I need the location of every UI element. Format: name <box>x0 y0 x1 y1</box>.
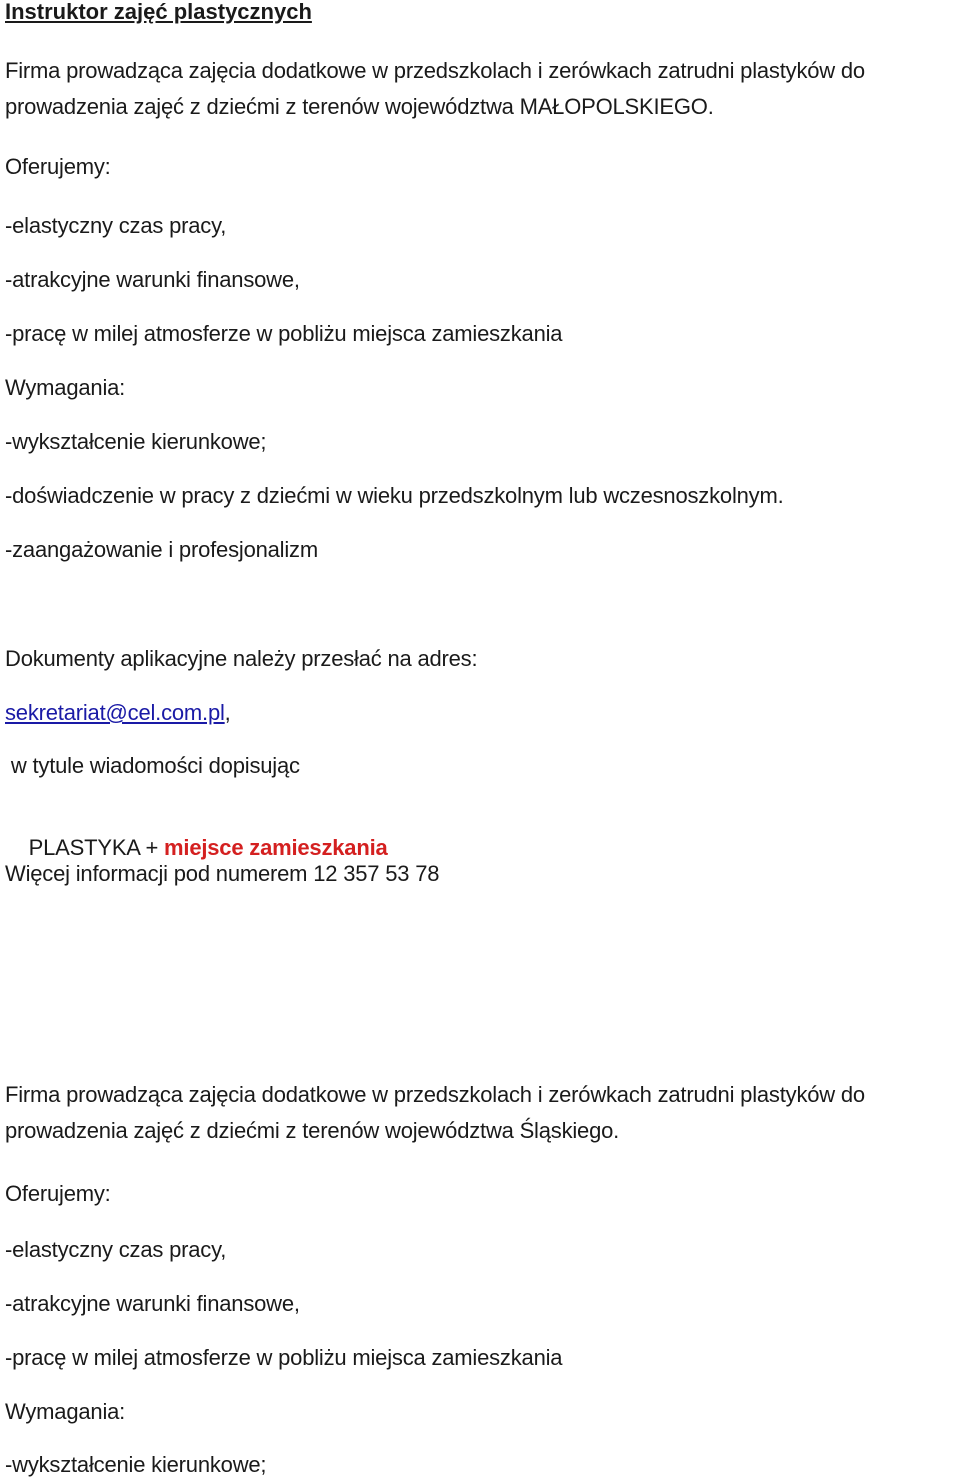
requirement-item: -doświadczenie w pracy z dziećmi w wieku przedszkolnym lub wczesnoszkolnym. <box>5 483 784 508</box>
email-line <box>5 699 231 727</box>
requirement-item: -zaangażowanie i profesjonalizm <box>5 537 318 562</box>
offer-item: -atrakcyjne warunki finansowe, <box>5 1291 300 1316</box>
offer-item: -pracę w milej atmosferze w pobliżu miejsca zamieszkania <box>5 321 563 346</box>
documents-instruction: Dokumenty aplikacyjne należy przesłać na adres: <box>5 646 478 671</box>
job-title: Instruktor zajęć plastycznych <box>5 0 312 24</box>
offer-heading: Oferujemy: <box>5 154 111 179</box>
offer-item: -elastyczny czas pracy, <box>5 213 227 238</box>
phone-info: Więcej informacji pod numerem 12 357 53 78 <box>5 861 440 886</box>
requirement-item: -wykształcenie kierunkowe; <box>5 429 267 454</box>
intro-paragraph-slask: Firma prowadząca zajęcia dodatkowe w przedszkolach i zerówkach zatrudni plastyków do prowadzenia zajęć z dziećmi z terenów województwa Śląskiego. <box>5 1082 865 1143</box>
subject-instruction: w tytule wiadomości dopisując <box>5 753 300 778</box>
offer-item: -atrakcyjne warunki finansowe, <box>5 267 300 292</box>
subject-highlight: miejsce zamieszkania <box>164 835 388 860</box>
email-link[interactable]: sekretariat@cel.com.pl <box>5 700 225 725</box>
offer-item: -elastyczny czas pracy, <box>5 1237 227 1262</box>
intro-paragraph-malopolska: Firma prowadząca zajęcia dodatkowe w przedszkolach i zerówkach zatrudni plastyków do prowadzenia zajęć z dziećmi z terenów województwa MAŁOPOLSKIEGO. <box>5 58 865 119</box>
offer-item: -pracę w milej atmosferze w pobliżu miejsca zamieszkania <box>5 1345 563 1370</box>
requirements-heading: Wymagania: <box>5 375 126 400</box>
offer-heading: Oferujemy: <box>5 1181 111 1206</box>
subject-prefix: PLASTYKA + <box>28 835 165 860</box>
email-suffix: , <box>224 700 231 725</box>
requirement-item: -wykształcenie kierunkowe; <box>5 1452 267 1477</box>
requirements-heading: Wymagania: <box>5 1399 126 1424</box>
